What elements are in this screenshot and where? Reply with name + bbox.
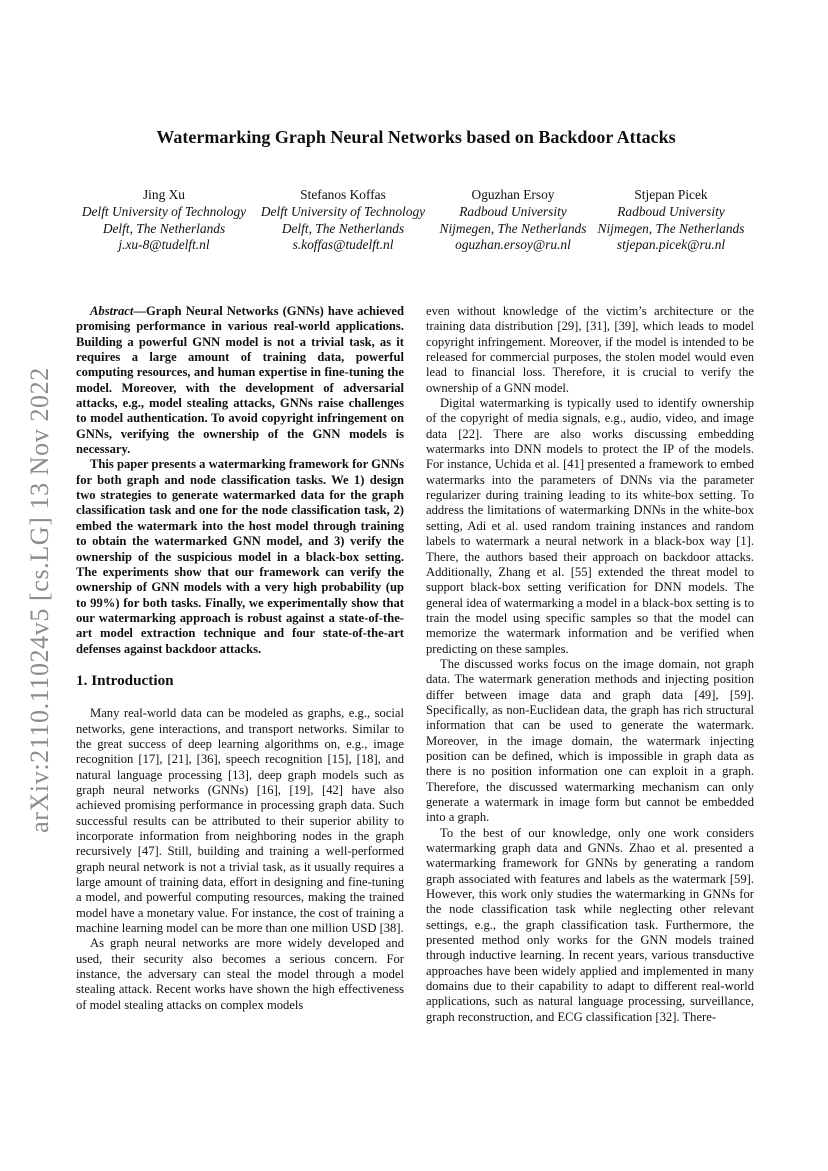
abstract-paragraph: This paper presents a watermarking framework for GNNs for both graph and node classification tasks. We 1) design two strategies to generate watermarked data for the graph classification task and one for the node classification task, 2) embed the watermark into the host model through training to obtain the watermarked GNN model, and 3) verify the ownership of the suspicious model in a black-box setting. The experiments show that our framework can verify the ownership of GNN models with a very high probability (up to 99%) for both tasks. Finally, we experimentally show that our watermarking approach is robust against a state-of-the-art model extraction technique and four state-of-the-art defenses against backdoor attacks.	[76, 457, 404, 656]
author-name: Jing Xu	[142, 187, 186, 202]
body-paragraph: Digital watermarking is typically used to identify ownership of the copyright of media signals, e.g., audio, video, and image data [22]. There are also works discussing embedding watermarks into DNN models to protect the IP of the models. For instance, Uchida et al. [41] presented a framework to embed watermarks into the parameters of DNNs via the parameter regularizer during training leading to its white-box setting. To address the limitations of watermarking DNNs in the white-box setting, Adi et al. used random training instances and random labels to watermark a neural network in a black-box way [1]. There, the authors based their approach on backdoor attacks. Additionally, Zhang et al. [55] extended the threat model to support black-box setting verification for DNN models. The general idea of watermarking a model in a black-box setting is to train the model using specific samples so that the model can memorize the watermark information and be verified when predicting on these samples.	[426, 396, 754, 656]
body-paragraph: The discussed works focus on the image domain, not graph data. The watermark generation methods and injecting position differ between image data and graph data [49], [59]. Specifically, as non-Euclidean data, the graph has rich structural information that can be used to generate the watermark. Moreover, in the image domain, the watermark injecting position can be defined, which is impossible in graph data as there is no position information one can exploit in a graph. Therefore, the discussed watermarking mechanism can only generate a watermark in image form but cannot be embedded into a graph.	[426, 656, 754, 825]
author-email[interactable]: stjepan.picek@ru.nl	[616, 237, 726, 253]
author-location: Delft, The Netherlands	[102, 220, 226, 236]
author-email[interactable]: s.koffas@tudelft.nl	[292, 237, 394, 253]
body-paragraph: To the best of our knowledge, only one work considers watermarking graph data and GNNs. Zhao et al. presented a watermarking framework for GNNs by generating a random graph associated with features and labels as the watermark [59]. However, this work only studies the watermarking in GNNs for the node classification task while neglecting other relevant settings, e.g., the graph classification task. Furthermore, the presented method only works for the GNN models trained through inductive learning. In recent years, various transductive approaches have been widely applied and implemented in many domains due to their capability to adapt to different real-world applications, such as natural language processing, surveillance, graph reconstruction, and ECG classification [32]. There-	[426, 825, 754, 1024]
author-location: Delft, The Netherlands	[281, 220, 405, 236]
body-paragraph: As graph neural networks are more widely developed and used, their security also becomes a serious concern. For instance, the adversary can steal the model through a model stealing attack. Recent works have shown the high effectiveness of model stealing attacks on complex models	[76, 936, 404, 1012]
section-heading: 1. Introduction	[76, 671, 174, 689]
author-name: Stefanos Koffas	[300, 187, 386, 202]
left-column	[76, 304, 404, 1013]
author-affiliation: Radboud University	[459, 203, 567, 219]
author-affiliation: Delft University of Technology	[260, 203, 426, 219]
body-paragraph: Many real-world data can be modeled as graphs, e.g., social networks, gene interactions, and transport networks. Similar to the great success of deep learning algorithms on, e.g., image recognition [17], [21], [36], speech recognition [15], [18], and natural language processing [13], deep graph models such as graph neural networks (GNNs) [16], [19], [42] have also achieved promising performance in processing graph data. Such successful results can be attributed to their superior ability to incorporate information from neighboring nodes in the graph recursively [47]. Still, building and training a well-performed graph neural network is not a trivial task, as it usually requires a large amount of training data, effort in designing and fine-tuning a model, and powerful computing resources, making the trained model have a monetary value. For instance, the cost of training a machine learning model can be more than one million USD [38].	[76, 706, 404, 936]
paper-title: Watermarking Graph Neural Networks based on Backdoor Attacks	[156, 127, 676, 147]
author-name: Stjepan Picek	[634, 187, 708, 202]
author-block	[594, 187, 748, 254]
author-block	[433, 187, 593, 254]
author-email[interactable]: j.xu-8@tudelft.nl	[118, 237, 210, 253]
author-affiliation: Delft University of Technology	[81, 203, 247, 219]
author-name: Oguzhan Ersoy	[471, 187, 555, 202]
author-email[interactable]: oguzhan.ersoy@ru.nl	[455, 237, 571, 253]
author-location: Nijmegen, The Netherlands	[439, 220, 587, 236]
author-location: Nijmegen, The Netherlands	[597, 220, 745, 236]
author-affiliation: Radboud University	[617, 203, 725, 219]
author-block	[255, 187, 431, 254]
arxiv-identifier-stamp	[20, 360, 60, 840]
abstract-paragraph	[76, 304, 404, 457]
body-paragraph: even without knowledge of the victim’s architecture or the training data distribution [29], [31], [39], which leads to model copyright infringement. Moreover, if the model is intended to be released for commercial purposes, the stolen model would even lead to financial loss. Therefore, it is crucial to verify the ownership of a GNN model.	[426, 304, 754, 395]
abstract-label: Abstract	[90, 304, 134, 318]
right-column	[426, 304, 754, 1025]
arxiv-identifier-text: arXiv:2110.11024v5 [cs.LG] 13 Nov 2022	[25, 367, 55, 833]
abstract-text: —Graph Neural Networks (GNNs) have achieved promising performance in various real-world applications. Building a powerful GNN model is not a trivial task, as it requires a large amount of training data, powerful computing resources, and human expertise in fine-tuning the model. Moreover, with the development of adversarial attacks, e.g., model stealing attacks, GNNs raise challenges to model authentication. To avoid copyright infringement on GNNs, verifying the ownership of the GNN models is necessary.	[76, 304, 404, 457]
author-block	[76, 187, 252, 254]
